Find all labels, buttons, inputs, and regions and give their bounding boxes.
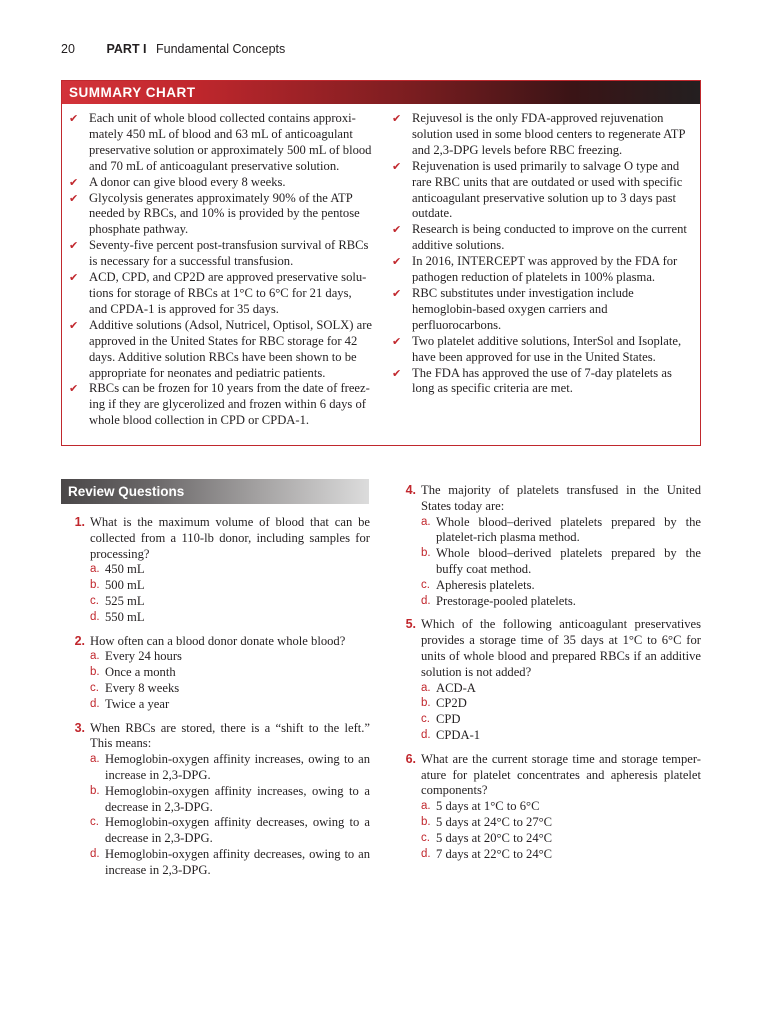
- option-letter: a.: [90, 563, 100, 576]
- option-text: Prestorage-pooled platelets.: [436, 593, 576, 608]
- answer-option: [61, 610, 370, 626]
- summary-bullet-text: Rejuvenation is used primarily to salvage O type and rare RBC units that are outdated or used with specific anticoagulant preservative solution up to 3 days past outdate.: [412, 158, 683, 221]
- summary-bullet-text: RBC substitutes under investigation include hemoglobin-based oxygen carriers and perfluorocarbons.: [412, 285, 634, 332]
- option-text: 525 mL: [105, 593, 145, 608]
- option-letter: d.: [90, 697, 100, 710]
- option-text: 500 mL: [105, 578, 145, 593]
- option-text: Hemoglobin-oxygen affinity increases, owing to a decrease in 2,3-DPG.: [105, 783, 370, 814]
- option-letter: b.: [421, 815, 431, 828]
- summary-bullet-text: In 2016, INTERCEPT was approved by the FDA for pathogen reduction of platelets in 100% plasma.: [412, 254, 678, 285]
- checkmark-icon: ✔: [69, 271, 79, 285]
- summary-bullet-text: Two platelet additive solutions, InterSol and Isoplate, have been approved for use in the United States.: [412, 333, 682, 364]
- question-stem: [61, 634, 370, 650]
- answer-option: [61, 847, 370, 879]
- running-header: [61, 42, 285, 56]
- question-text: What are the current storage time and storage temper-ature for platelet concentrates and apheresis platelet components?: [421, 751, 701, 798]
- checkmark-icon: ✔: [69, 318, 79, 332]
- option-text: CPD: [436, 712, 461, 727]
- answer-option: [61, 752, 370, 784]
- option-text: CP2D: [436, 696, 467, 711]
- answer-option: [392, 696, 701, 712]
- part-title: Fundamental Concepts: [156, 42, 286, 56]
- review-question: [61, 515, 370, 626]
- summary-bullet-text: Glycolysis generates approximately 90% of the ATP needed by RBCs, and 10% is provided by the pentose phosphate pathway.: [89, 190, 360, 237]
- answer-option: [61, 784, 370, 816]
- option-text: Hemoglobin-oxygen affinity increases, owing to an increase in 2,3-DPG.: [105, 752, 370, 782]
- option-letter: a.: [421, 681, 431, 694]
- question-stem: [61, 721, 370, 753]
- review-question: [392, 752, 701, 863]
- option-letter: b.: [90, 784, 100, 797]
- option-letter: d.: [90, 847, 100, 860]
- question-number: 4.: [405, 483, 416, 497]
- answer-option: [392, 594, 701, 610]
- summary-bullet: [67, 238, 372, 270]
- option-letter: c.: [421, 578, 430, 591]
- checkmark-icon: ✔: [392, 112, 402, 125]
- summary-bullet-text: ACD, CPD, and CP2D are approved preservative solu-tions for storage of RBCs at 1°C to 6°C for 21 days, and CPDA-1 is approved for 35 days.: [89, 270, 367, 316]
- answer-option: [392, 578, 701, 594]
- summary-bullet-text: RBCs can be frozen for 10 years from the date of freez-ing if they are glycerolized and frozen within 6 days of whole blood collection in CPD or CPDA-1.: [89, 381, 370, 428]
- checkmark-icon: ✔: [392, 286, 402, 300]
- summary-bullet: [67, 270, 372, 318]
- summary-chart: [61, 80, 701, 446]
- answer-option: [392, 831, 701, 847]
- summary-chart-header: [62, 81, 700, 104]
- option-letter: d.: [421, 594, 431, 607]
- answer-option: [61, 815, 370, 847]
- summary-bullet: [67, 191, 372, 239]
- option-text: Whole blood–derived platelets prepared by the platelet-rich plasma method.: [436, 514, 701, 545]
- option-letter: d.: [90, 610, 100, 623]
- question-stem: [392, 752, 701, 799]
- option-letter: c.: [421, 831, 430, 844]
- answer-option: [61, 665, 370, 681]
- option-letter: b.: [90, 666, 100, 679]
- review-questions-header: [61, 479, 369, 504]
- summary-bullet: [390, 159, 695, 223]
- checkmark-icon: ✔: [69, 239, 79, 253]
- summary-bullet-text: Seventy-five percent post-transfusion survival of RBCs is necessary for a successful transfusion.: [89, 238, 369, 269]
- option-text: CPDA-1: [436, 727, 481, 742]
- checkmark-icon: ✔: [69, 191, 79, 205]
- option-letter: c.: [421, 713, 430, 726]
- option-letter: c.: [90, 594, 99, 607]
- option-letter: a.: [90, 650, 100, 663]
- checkmark-icon: ✔: [69, 175, 79, 189]
- option-text: Every 8 weeks: [105, 680, 180, 695]
- question-text: When RBCs are stored, there is a “shift to the left.” This means:: [90, 720, 370, 751]
- option-letter: c.: [90, 816, 99, 829]
- review-question: [392, 483, 701, 609]
- question-stem: [392, 617, 701, 680]
- answer-option: [61, 649, 370, 665]
- questions-left-column: [61, 515, 370, 887]
- option-letter: c.: [90, 681, 99, 694]
- question-text: The majority of platelets transfused in the United States today are:: [421, 483, 701, 513]
- checkmark-icon: ✔: [392, 159, 402, 173]
- review-question: [61, 634, 370, 713]
- option-text: Every 24 hours: [105, 649, 182, 664]
- summary-bullet-text: Rejuvesol is the only FDA-approved rejuvenation solution used in some blood centers to regenerate ATP and 2,3-DPG levels before RBC freezing.: [412, 111, 686, 157]
- summary-bullet: [390, 222, 695, 254]
- summary-bullet: [390, 366, 695, 398]
- questions-right-column: [392, 483, 701, 870]
- option-text: Hemoglobin-oxygen affinity decreases, owing to an increase in 2,3-DPG.: [105, 846, 370, 877]
- option-text: ACD-A: [436, 680, 476, 695]
- summary-bullet: [67, 111, 372, 175]
- option-letter: a.: [421, 800, 431, 813]
- option-text: Twice a year: [105, 696, 170, 711]
- option-text: Whole blood–derived platelets prepared by the buffy coat method.: [436, 546, 701, 576]
- summary-chart-title: SUMMARY CHART: [69, 85, 196, 100]
- checkmark-icon: ✔: [69, 382, 79, 396]
- question-stem: [392, 483, 701, 515]
- summary-bullet: [67, 381, 372, 429]
- summary-bullet-text: The FDA has approved the use of 7-day platelets as long as specific criteria are met.: [412, 365, 672, 396]
- option-letter: d.: [421, 728, 431, 741]
- review-question: [61, 721, 370, 879]
- answer-option: [61, 594, 370, 610]
- question-text: Which of the following anticoagulant preservatives provides a storage time of 35 days at 1°C to 6°C for units of whole blood and prepared RBCs if an additive solution is not added?: [421, 617, 701, 679]
- option-text: Once a month: [105, 665, 176, 680]
- summary-bullet: [390, 111, 695, 159]
- answer-option: [61, 578, 370, 594]
- question-number: 1.: [74, 515, 85, 529]
- answer-option: [392, 515, 701, 547]
- summary-bullet: [390, 286, 695, 334]
- summary-bullet-text: Research is being conducted to improve on the current additive solutions.: [412, 222, 687, 253]
- answer-option: [61, 697, 370, 713]
- answer-option: [392, 546, 701, 578]
- question-stem: [61, 515, 370, 562]
- question-number: 3.: [74, 720, 85, 735]
- summary-bullet-text: Additive solutions (Adsol, Nutricel, Optisol, SOLX) are approved in the United States for RBC storage for 42 days. Additive solution RBCs have been shown to be appropriate for neonates and pediatric patients.: [89, 317, 372, 380]
- page-number: 20: [61, 42, 75, 56]
- question-number: 5.: [405, 617, 416, 632]
- option-text: 450 mL: [105, 562, 145, 577]
- question-number: 2.: [74, 633, 85, 648]
- option-letter: b.: [421, 697, 431, 710]
- summary-bullet-text: Each unit of whole blood collected contains approxi-mately 450 mL of blood and 63 mL of anticoagulant preservative solution or approximately 500 mL of blood and 70 mL of anticoagulant preservative solution.: [89, 111, 372, 173]
- option-text: 5 days at 20°C to 24°C: [436, 830, 553, 845]
- answer-option: [392, 799, 701, 815]
- option-text: 550 mL: [105, 609, 145, 624]
- option-letter: b.: [90, 579, 100, 592]
- answer-option: [392, 815, 701, 831]
- answer-option: [392, 712, 701, 728]
- option-text: 7 days at 22°C to 24°C: [436, 846, 553, 861]
- option-text: Apheresis platelets.: [436, 577, 535, 592]
- checkmark-icon: ✔: [392, 223, 402, 237]
- checkmark-icon: ✔: [69, 112, 79, 125]
- checkmark-icon: ✔: [392, 334, 402, 348]
- option-text: 5 days at 24°C to 27°C: [436, 814, 553, 829]
- summary-bullet: [67, 175, 372, 191]
- option-text: 5 days at 1°C to 6°C: [436, 799, 540, 814]
- summary-right-column: [390, 111, 695, 397]
- answer-option: [61, 681, 370, 697]
- question-text: How often can a blood donor donate whole blood?: [90, 633, 346, 648]
- checkmark-icon: ✔: [392, 255, 402, 269]
- option-letter: d.: [421, 847, 431, 860]
- answer-option: [392, 681, 701, 697]
- question-number: 6.: [405, 751, 416, 766]
- option-text: Hemoglobin-oxygen affinity decreases, owing to a decrease in 2,3-DPG.: [105, 815, 370, 846]
- summary-bullet-text: A donor can give blood every 8 weeks.: [89, 174, 286, 189]
- answer-option: [392, 728, 701, 744]
- part-label: PART I: [106, 42, 147, 56]
- summary-left-column: [67, 111, 372, 429]
- review-questions-title: Review Questions: [68, 484, 185, 499]
- option-letter: a.: [421, 515, 431, 528]
- answer-option: [392, 847, 701, 863]
- question-text: What is the maximum volume of blood that can be collected from a 110-lb donor, including samples for processing?: [90, 515, 370, 561]
- summary-bullet: [390, 334, 695, 366]
- checkmark-icon: ✔: [392, 366, 402, 380]
- answer-option: [61, 562, 370, 578]
- option-letter: a.: [90, 753, 100, 766]
- summary-bullet: [67, 318, 372, 382]
- option-letter: b.: [421, 547, 431, 560]
- summary-bullet: [390, 254, 695, 286]
- review-question: [392, 617, 701, 743]
